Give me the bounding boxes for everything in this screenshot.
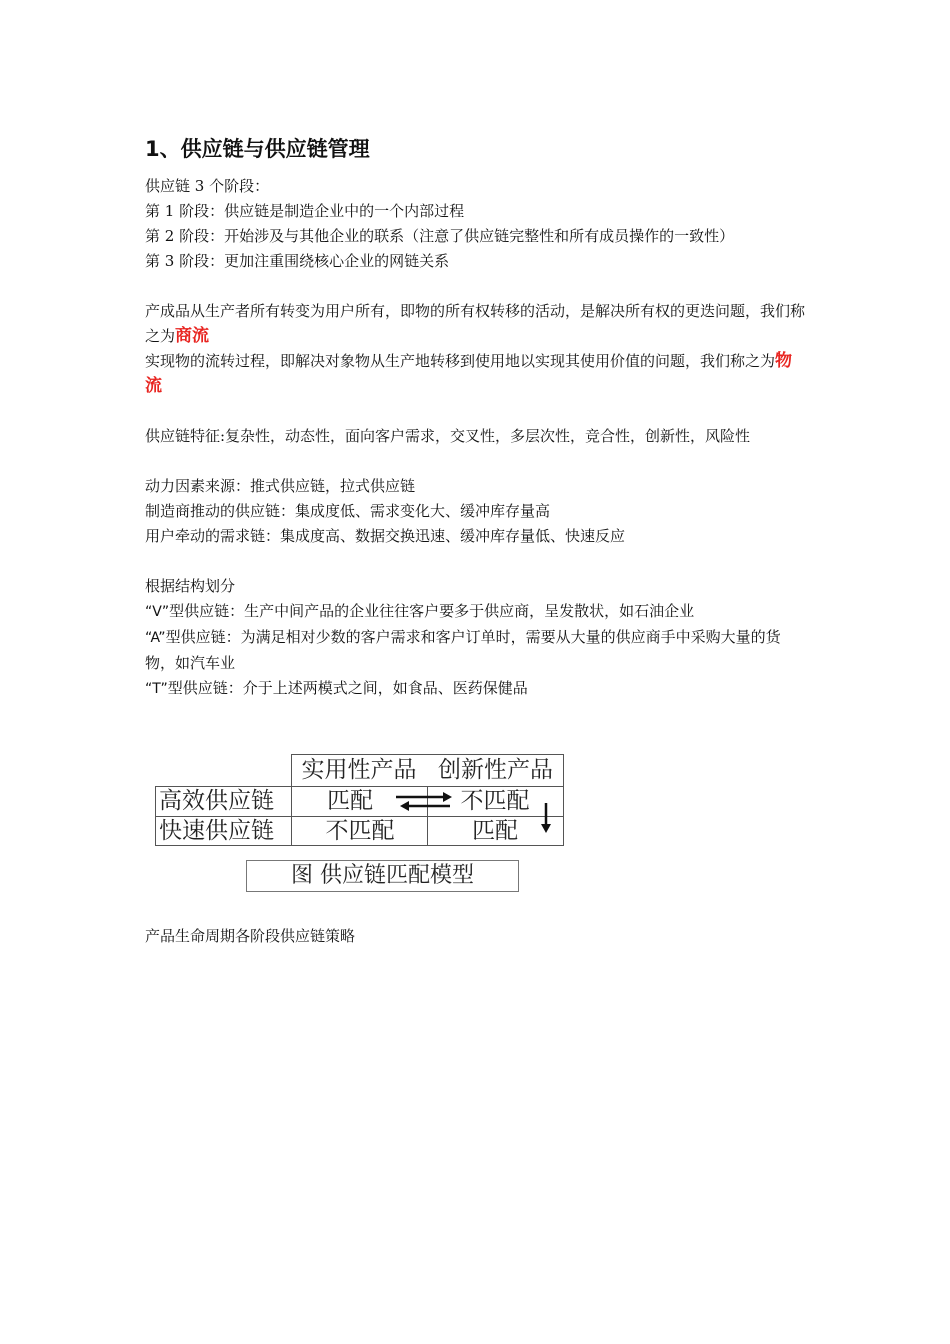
- stage-1: 第 1 阶段：供应链是制造企业中的一个内部过程: [145, 202, 465, 220]
- t-type-text: 型供应链：介于上述两模式之间，如食品、医药保健品: [167, 679, 528, 697]
- t-type-chain: [145, 676, 805, 702]
- a-type-text: 型供应链：为满足相对少数的客户需求和客户订单时，需要从大量的供应商手中采购大量的货物，如汽车业: [145, 628, 781, 672]
- supply-chain-features: 供应链特征:复杂性，动态性，面向客户需求，交叉性，多层次性，竞合性，创新性，风险性: [145, 427, 751, 445]
- t-type-label: “T”: [145, 681, 168, 697]
- push-chain: 制造商推动的供应链：集成度低、需求变化大、缓冲库存量高: [145, 502, 551, 520]
- logistics-text: 实现物的流转过程，即解决对象物从生产地转移到使用地以实现其使用价值的问题，我们称之为: [145, 352, 776, 370]
- document-body: [145, 174, 805, 702]
- figure-caption: 图 供应链匹配模型: [246, 860, 519, 892]
- v-type-text: 型供应链：生产中间产品的企业往往客户要多于供应商，呈发散状，如石油企业: [169, 602, 695, 620]
- row-header-responsive: 快速供应链: [159, 818, 274, 844]
- commerce-flow-term: 商流: [175, 326, 210, 346]
- row-header-efficient: 高效供应链: [159, 788, 274, 814]
- v-type-label: “V”: [145, 604, 170, 620]
- v-type-chain: [145, 599, 805, 625]
- commerce-flow-paragraph: [145, 299, 805, 349]
- pull-chain: 用户牵动的需求链：集成度高、数据交换迅速、缓冲库存量低、快速反应: [145, 527, 626, 545]
- section-title: 1、供应链与供应链管理: [145, 137, 370, 161]
- a-type-chain: [145, 625, 805, 676]
- col-header-functional: 实用性产品: [301, 757, 417, 783]
- stage-3: 第 3 阶段：更加注重围绕核心企业的网链关系: [145, 252, 450, 270]
- a-type-label: “A”: [145, 630, 166, 646]
- stage-2: 第 2 阶段：开始涉及与其他企业的联系（注意了供应链完整性和所有成员操作的一致性）: [145, 227, 735, 245]
- logistics-term: 物流: [145, 351, 793, 396]
- col-header-innovative: 创新性产品: [438, 757, 553, 783]
- lifecycle-heading: 产品生命周期各阶段供应链策略: [145, 927, 356, 945]
- drive-source: 动力因素来源：推式供应链，拉式供应链: [145, 477, 416, 495]
- cell-efficient-innovative: 不匹配: [460, 788, 530, 814]
- cell-responsive-innovative: 匹配: [472, 818, 518, 844]
- cell-efficient-functional: 匹配: [327, 788, 373, 814]
- cell-responsive-functional: 不匹配: [325, 818, 395, 844]
- commerce-flow-text: 产成品从生产者所有转变为用户所有，即物的所有权转移的活动，是解决所有权的更迭问题，我们称之为: [145, 302, 806, 345]
- logistics-paragraph: [145, 349, 805, 399]
- stages-intro: 供应链 3 个阶段：: [145, 177, 270, 195]
- structure-heading: 根据结构划分: [145, 577, 236, 595]
